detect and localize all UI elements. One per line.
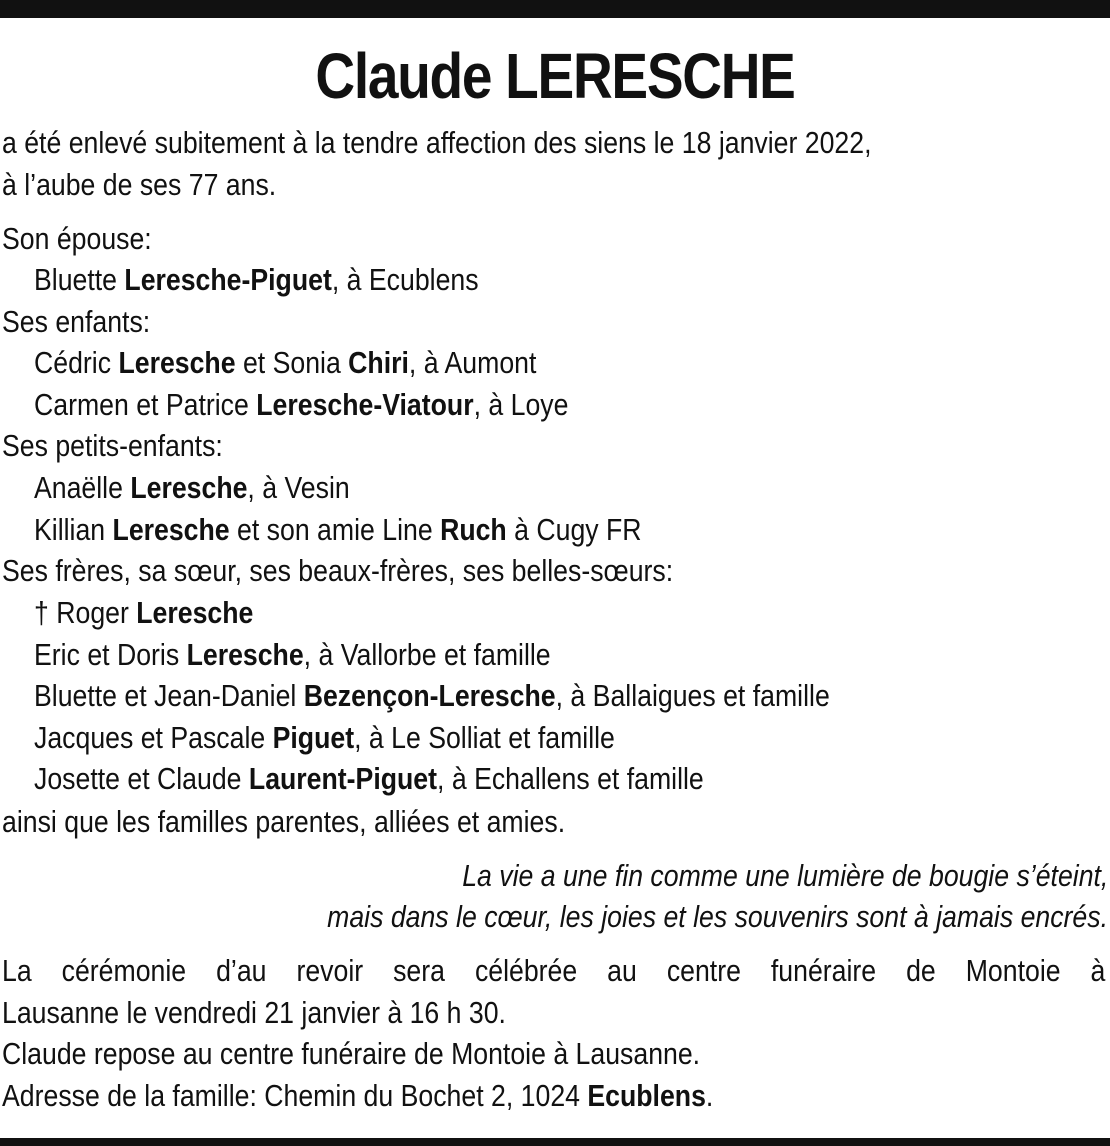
grandchildren-heading: Ses petits-enfants: xyxy=(2,428,223,463)
ceremony-line-3: Claude repose au centre funéraire de Montoie à Lausanne. xyxy=(2,1036,701,1071)
sibling-entry: Eric et Doris Leresche, à Vallorbe et famille xyxy=(34,637,551,672)
family-closing: ainsi que les familles parentes, alliées et amies. xyxy=(2,804,566,839)
bottom-rule xyxy=(0,1138,1110,1146)
top-rule xyxy=(0,0,1110,18)
sibling-entry: Jacques et Pascale Piguet, à Le Solliat et famille xyxy=(34,720,615,755)
ceremony-line-1: La cérémonie d’au revoir sera célébrée au centre funéraire de Montoie à xyxy=(2,953,1106,988)
spouse-entry: Bluette Leresche-Piguet, à Ecublens xyxy=(34,262,479,297)
siblings-heading: Ses frères, sa sœur, ses beaux-frères, ses belles-sœurs: xyxy=(2,553,674,588)
intro-line-1: a été enlevé subitement à la tendre affection des siens le 18 janvier 2022, xyxy=(2,125,872,160)
children-heading: Ses enfants: xyxy=(2,304,151,339)
spouse-heading: Son épouse: xyxy=(2,221,152,256)
intro-line-2: à l’aube de ses 77 ans. xyxy=(2,167,277,202)
sibling-entry: Josette et Claude Laurent-Piguet, à Echallens et famille xyxy=(34,761,704,796)
quote-line-2: mais dans le cœur, les joies et les souvenirs sont à jamais encrés. xyxy=(327,899,1108,934)
child-entry: Cédric Leresche et Sonia Chiri, à Aumont xyxy=(34,345,537,380)
sibling-entry: † Roger Leresche xyxy=(34,595,254,630)
family-address: Adresse de la famille: Chemin du Bochet 2, 1024 Ecublens. xyxy=(2,1078,714,1113)
child-entry: Carmen et Patrice Leresche-Viatour, à Loye xyxy=(34,387,569,422)
ceremony-line-2: Lausanne le vendredi 21 janvier à 16 h 30. xyxy=(2,995,506,1030)
deceased-name: Claude LERESCHE xyxy=(315,40,795,112)
grandchild-entry: Anaëlle Leresche, à Vesin xyxy=(34,470,350,505)
sibling-entry: Bluette et Jean-Daniel Bezençon-Leresche, à Ballaigues et famille xyxy=(34,678,830,713)
grandchild-entry: Killian Leresche et son amie Line Ruch à Cugy FR xyxy=(34,512,642,547)
quote-line-1: La vie a une fin comme une lumière de bougie s’éteint, xyxy=(461,858,1108,893)
